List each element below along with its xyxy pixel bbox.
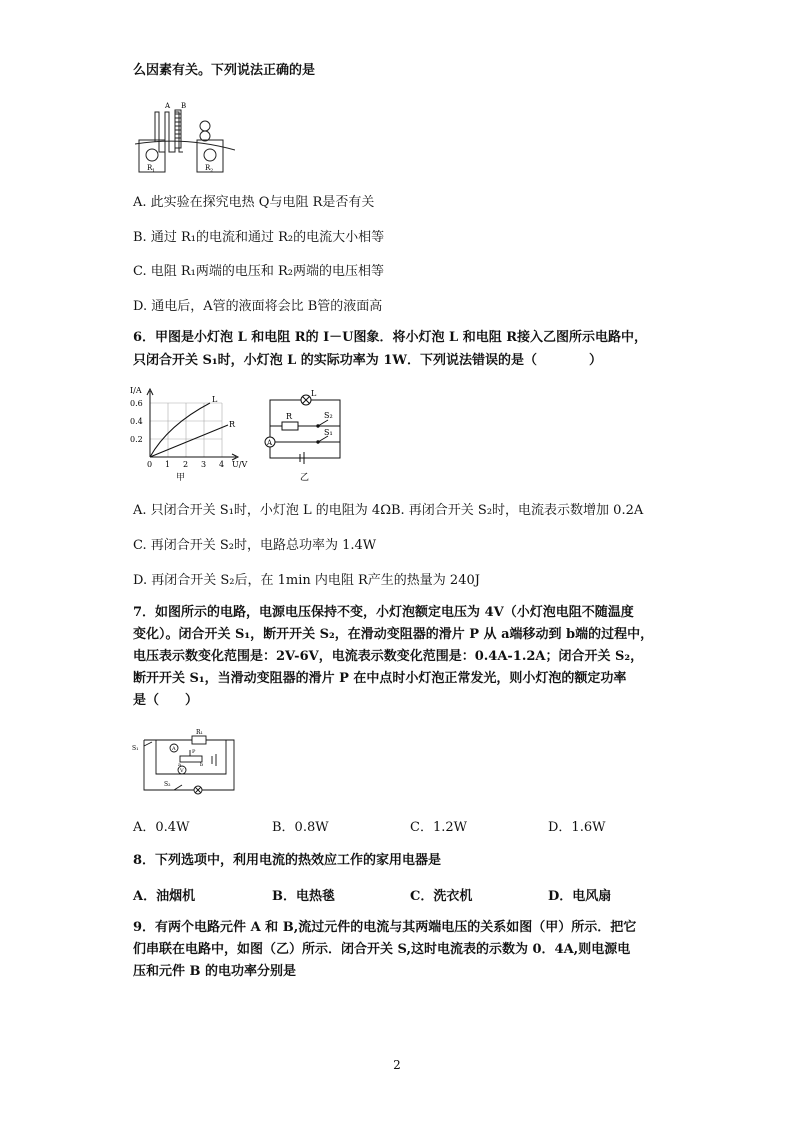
label-r2: R xyxy=(205,164,211,172)
q5-option-d: D. 通电后，A管的液面将会比 B管的液面高 xyxy=(133,299,383,314)
q7-stem-line2: 变化）。闭合开关 S₁，断开开关 S₂，在滑动变阻器的滑片 P 从 a端移动到 b端的过程中， xyxy=(133,627,654,642)
q6-graph-figure xyxy=(128,385,256,485)
curve-r xyxy=(150,425,228,457)
label-r1-sub: 1 xyxy=(152,168,156,174)
q8-stem: 8．下列选项中，利用电流的热效应工作的家用电器是 xyxy=(133,853,442,868)
q5-option-b: B. 通过 R₁的电流和通过 R₂的电流大小相等 xyxy=(133,230,385,245)
label-curve-l: L xyxy=(212,395,218,404)
q5-figure xyxy=(135,100,235,176)
q6-option-c: C. 再闭合开关 S₂时，电路总功率为 1.4W xyxy=(133,538,377,553)
label-curve-r: R xyxy=(229,420,236,429)
q7-label-s2: S₂ xyxy=(164,781,171,788)
circuit-label-ammeter: A xyxy=(267,439,273,447)
q7-stem-line5: 是（ ） xyxy=(133,693,199,708)
q8-option-d: D．电风扇 xyxy=(548,889,612,904)
circuit-label-s2: S₂ xyxy=(324,411,333,420)
q7-label-b-end: b xyxy=(200,762,204,768)
q7-option-b: B．0.8W xyxy=(272,820,329,835)
q6-circuit-figure xyxy=(262,388,348,486)
xtick-1: 1 xyxy=(165,460,171,469)
q7-stem-line1: 7．如图所示的电路，电源电压保持不变，小灯泡额定电压为 4V（小灯泡电阻不随温度 xyxy=(133,605,634,620)
label-r2-sub: 2 xyxy=(210,168,214,174)
circuit-label-s1: S₁ xyxy=(324,428,333,437)
graph-xlabel: U/V xyxy=(232,460,248,469)
q7-label-v: V xyxy=(180,768,184,774)
q6-stem-line2: 只闭合开关 S₁时，小灯泡 L 的实际功率为 1W．下列说法错误的是（ ） xyxy=(133,353,602,368)
q5-option-c: C. 电阻 R₁两端的电压和 R₂两端的电压相等 xyxy=(133,264,385,279)
q7-label-s1: S₁ xyxy=(132,745,139,752)
xtick-2: 2 xyxy=(183,460,189,469)
curve-l xyxy=(150,403,210,457)
q5-option-a: A. 此实验在探究电热 Q与电阻 R是否有关 xyxy=(133,195,375,210)
xtick-3: 3 xyxy=(201,460,207,469)
ytick-2: 0.2 xyxy=(130,435,143,444)
q8-option-c: C．洗衣机 xyxy=(410,889,473,904)
q9-stem-line1: 9．有两个电路元件 A 和 B,流过元件的电流与其两端电压的关系如图（甲）所示．把它 xyxy=(133,920,637,935)
q7-label-a-end: a xyxy=(178,762,181,768)
label-b: B xyxy=(181,102,187,110)
xtick-0: 0 xyxy=(147,460,153,469)
q8-option-b: B．电热毯 xyxy=(272,889,335,904)
circuit-label-r: R xyxy=(286,412,293,421)
q7-label-a: A xyxy=(172,746,176,752)
q7-stem-line3: 电压表示数变化范围是：2V-6V，电流表示数变化范围是：0.4A-1.2A；闭合开关 S₂， xyxy=(133,649,644,664)
ytick-0: 0.6 xyxy=(130,399,143,408)
page-number: 2 xyxy=(393,1058,401,1072)
q7-circuit-figure xyxy=(130,726,242,798)
q8-option-a: A．油烟机 xyxy=(133,889,196,904)
q6-option-ab: A. 只闭合开关 S₁时，小灯泡 L 的电阻为 4ΩB. 再闭合开关 S₂时，电流表示数增加 0.2A xyxy=(133,503,644,518)
xtick-4: 4 xyxy=(219,460,225,469)
q6-option-d: D. 再闭合开关 S₂后，在 1min 内电阻 R产生的热量为 240J xyxy=(133,573,480,588)
q5-stem-tail: 么因素有关。下列说法正确的是 xyxy=(133,63,316,78)
q7-stem-line4: 断开开关 S₁，当滑动变阻器的滑片 P 在中点时小灯泡正常发光，则小灯泡的额定功率 xyxy=(133,671,627,686)
q7-label-p: P xyxy=(192,749,196,755)
q7-label-r1: R₁ xyxy=(196,729,203,736)
label-a: A xyxy=(165,102,171,110)
circuit-label-l: L xyxy=(311,389,317,398)
circuit-caption: 乙 xyxy=(300,473,310,483)
q6-stem-line1: 6．甲图是小灯泡 L 和电阻 R的 I－U图象．将小灯泡 L 和电阻 R接入乙图所示电路中， xyxy=(133,330,648,345)
ytick-1: 0.4 xyxy=(130,417,143,426)
q7-option-c: C．1.2W xyxy=(410,820,467,835)
label-r1: R xyxy=(147,164,153,172)
graph-ylabel: I/A xyxy=(130,386,142,395)
q7-option-a: A．0.4W xyxy=(133,820,190,835)
q9-stem-line2: 们串联在电路中，如图（乙）所示．闭合开关 S,这时电流表的示数为 0．4A,则电源电 xyxy=(133,942,631,957)
q7-option-d: D．1.6W xyxy=(548,820,606,835)
graph-caption: 甲 xyxy=(176,473,186,483)
q9-stem-line3: 压和元件 B 的电功率分别是 xyxy=(133,964,297,979)
